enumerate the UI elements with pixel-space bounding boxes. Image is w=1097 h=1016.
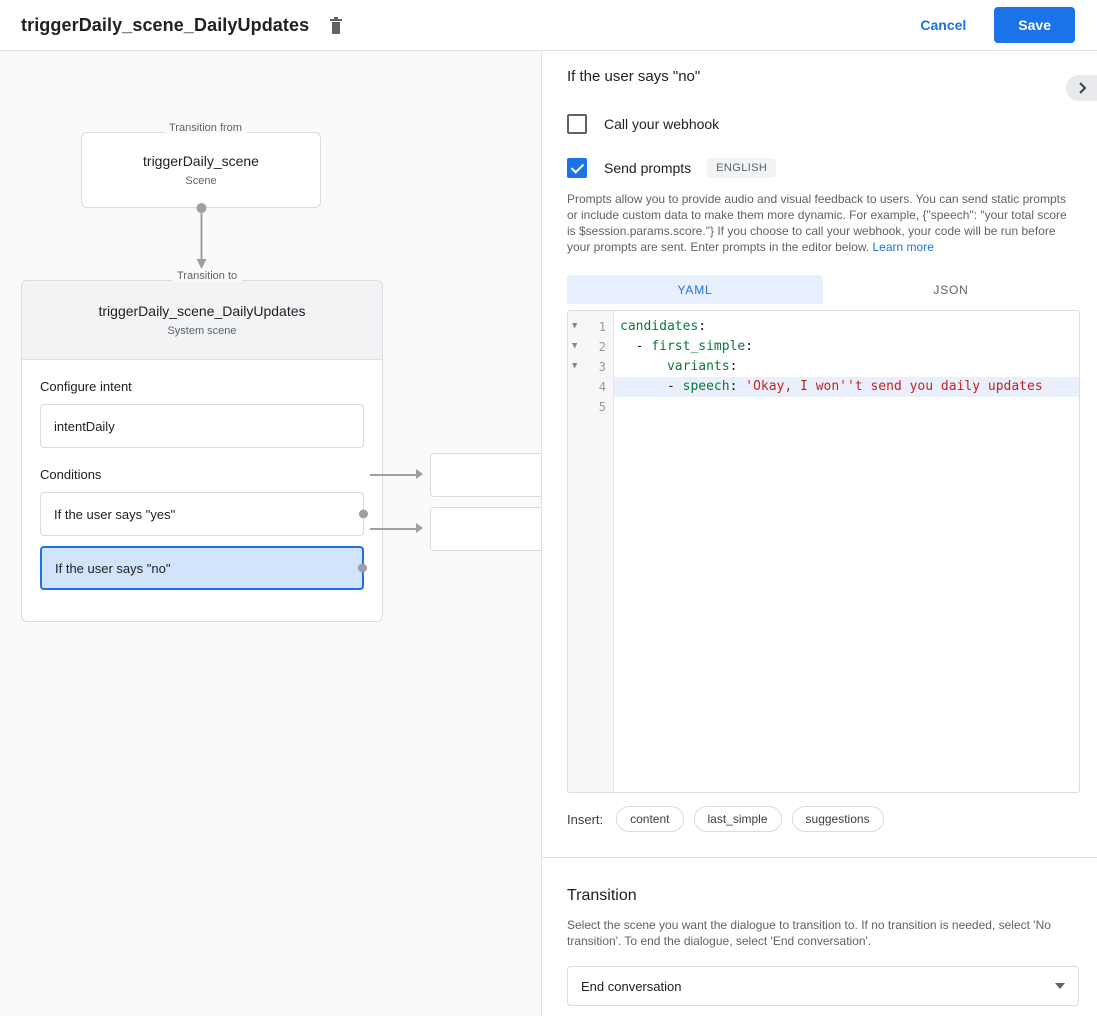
configure-intent-label: Configure intent bbox=[40, 379, 132, 394]
code-token: candidates bbox=[620, 319, 699, 334]
intent-value[interactable]: intentDaily bbox=[40, 404, 364, 448]
code-line bbox=[614, 337, 1079, 357]
panel-header bbox=[542, 51, 1097, 102]
insert-row bbox=[567, 806, 1097, 832]
tab-yaml[interactable]: YAML bbox=[567, 275, 823, 304]
send-prompts-checkbox[interactable] bbox=[567, 158, 587, 178]
transition-from-label: Transition from bbox=[164, 122, 247, 134]
edge-yes bbox=[370, 474, 416, 476]
code-token bbox=[620, 359, 667, 374]
save-button[interactable]: Save bbox=[994, 7, 1075, 43]
editor-code-area[interactable] bbox=[614, 311, 1079, 792]
learn-more-link[interactable]: Learn more bbox=[872, 240, 934, 254]
node-transition-from[interactable] bbox=[81, 132, 321, 208]
prompts-description-text: Prompts allow you to provide audio and visual feedback to users. You can send static prompts or include custom data to make them more dynamic. For example, {"speech": "your total score is $session.params.score."} If you choose to call your webhook, your code will be run before your prompts are sent. Enter prompts in the editor below. bbox=[567, 192, 1067, 254]
code-token: variants bbox=[666, 359, 730, 374]
chevron-down-icon bbox=[1055, 983, 1065, 989]
code-token: speech bbox=[682, 379, 730, 394]
section-divider bbox=[542, 857, 1097, 858]
code-token: : bbox=[698, 319, 707, 334]
code-token: : bbox=[745, 339, 754, 354]
condition-no-label: If the user says "no" bbox=[55, 560, 171, 576]
scene-graph-canvas[interactable] bbox=[0, 51, 542, 1016]
transition-section bbox=[542, 887, 1097, 1006]
condition-no-port bbox=[358, 564, 367, 573]
line-number: 5 bbox=[598, 400, 606, 414]
code-line bbox=[614, 317, 1079, 337]
code-line bbox=[614, 377, 1079, 397]
condition-yes-port bbox=[359, 510, 368, 519]
call-webhook-row[interactable] bbox=[567, 114, 1097, 134]
cancel-button[interactable]: Cancel bbox=[906, 9, 980, 41]
fold-icon[interactable]: ▼ bbox=[572, 361, 578, 371]
node-transition-to[interactable] bbox=[21, 280, 383, 622]
chevron-right-icon[interactable] bbox=[1066, 75, 1097, 101]
condition-yes-label: If the user says "yes" bbox=[54, 506, 176, 522]
gutter-line bbox=[568, 317, 613, 337]
call-webhook-label: Call your webhook bbox=[604, 116, 720, 132]
details-panel bbox=[542, 51, 1097, 1016]
delete-icon[interactable] bbox=[323, 12, 349, 38]
stub-node-no[interactable] bbox=[430, 507, 542, 551]
panel-title: If the user says "no" bbox=[567, 68, 701, 85]
prompt-editor[interactable] bbox=[567, 310, 1080, 793]
top-bar bbox=[0, 0, 1097, 51]
edge-yes-arrow bbox=[416, 469, 423, 479]
page-title: triggerDaily_scene_DailyUpdates bbox=[21, 14, 310, 35]
prompts-description bbox=[567, 191, 1077, 255]
insert-chip-suggestions[interactable]: suggestions bbox=[792, 806, 884, 832]
transition-description: Select the scene you want the dialogue to transition to. If no transition is needed, select 'No transition'. To end the dialogue, select 'End conversation'. bbox=[567, 918, 1051, 948]
line-number: 1 bbox=[598, 320, 606, 334]
node-to-subtitle: System scene bbox=[167, 325, 237, 337]
insert-chip-last-simple[interactable]: last_simple bbox=[694, 806, 782, 832]
transition-to-label: Transition to bbox=[172, 270, 242, 282]
connector-arrow bbox=[196, 203, 207, 271]
condition-row-yes[interactable] bbox=[40, 492, 364, 536]
code-token: 'Okay, I won''t send you daily updates bbox=[745, 379, 1043, 394]
editor-gutter bbox=[568, 311, 614, 792]
code-token: - bbox=[620, 339, 652, 354]
edge-no bbox=[370, 528, 416, 530]
format-tabs bbox=[567, 275, 1079, 304]
fold-icon[interactable]: ▼ bbox=[572, 321, 578, 331]
code-token: - bbox=[620, 379, 683, 394]
gutter-line bbox=[568, 377, 613, 397]
gutter-line bbox=[568, 397, 613, 417]
gutter-line bbox=[568, 337, 613, 357]
node-from-title: triggerDaily_scene bbox=[143, 153, 259, 169]
transition-select[interactable] bbox=[567, 966, 1079, 1006]
line-number: 2 bbox=[598, 340, 606, 354]
line-number: 4 bbox=[598, 380, 606, 394]
node-from-subtitle: Scene bbox=[185, 175, 217, 187]
insert-label: Insert: bbox=[567, 811, 604, 827]
language-badge: ENGLISH bbox=[707, 158, 776, 178]
node-to-header bbox=[22, 281, 382, 360]
line-number: 3 bbox=[598, 360, 606, 374]
call-webhook-checkbox[interactable] bbox=[567, 114, 587, 134]
send-prompts-row[interactable] bbox=[567, 158, 1097, 178]
gutter-line bbox=[568, 357, 613, 377]
stub-node-yes[interactable] bbox=[430, 453, 542, 497]
code-token: : bbox=[729, 359, 738, 374]
tab-json[interactable]: JSON bbox=[933, 282, 969, 297]
transition-title: Transition bbox=[567, 887, 637, 904]
transition-select-value: End conversation bbox=[581, 978, 682, 994]
conditions-label: Conditions bbox=[40, 467, 102, 482]
code-token: first_simple bbox=[651, 339, 746, 354]
send-prompts-label: Send prompts bbox=[604, 160, 692, 176]
code-line bbox=[614, 357, 1079, 377]
condition-row-no[interactable] bbox=[40, 546, 364, 590]
node-to-title: triggerDaily_scene_DailyUpdates bbox=[98, 303, 306, 319]
insert-chip-content[interactable]: content bbox=[616, 806, 683, 832]
fold-icon[interactable]: ▼ bbox=[572, 341, 578, 351]
code-line bbox=[614, 397, 1079, 417]
code-token: : bbox=[729, 379, 746, 394]
edge-no-arrow bbox=[416, 523, 423, 533]
